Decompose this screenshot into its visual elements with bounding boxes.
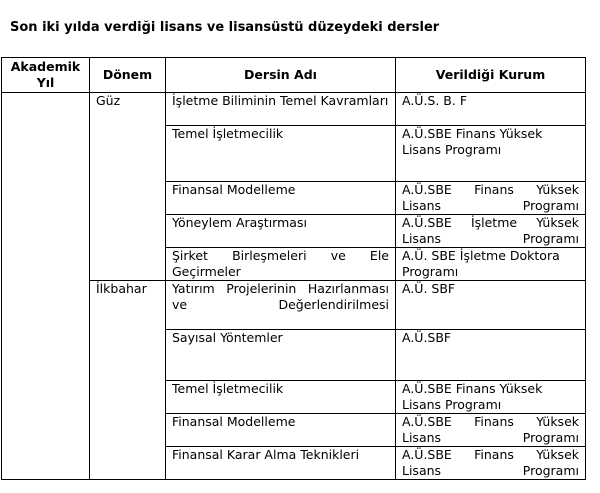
course-cell: Sayısal Yöntemler: [166, 330, 396, 381]
course-cell: Finansal Modelleme: [166, 414, 396, 447]
section-heading: Son iki yılda verdiği lisans ve lisansüstü düzeydeki dersler: [10, 20, 440, 35]
table-row: [2, 281, 586, 330]
course-cell: Temel İşletmecilik: [166, 126, 396, 182]
academic-year-cell: [2, 93, 90, 480]
header-academic-year-line2: Yıl: [36, 75, 55, 90]
term-cell-fall: Güz: [90, 93, 166, 281]
table-header-row: [2, 58, 586, 93]
course-cell: İşletme Biliminin Temel Kavramları: [166, 93, 396, 126]
term-cell-spring: İlkbahar: [90, 281, 166, 480]
course-cell: Şirket Birleşmeleri ve Ele Geçirmeler: [166, 248, 396, 281]
institution-cell: A.Ü.SBE Finans Yüksek Lisans Programı: [396, 381, 586, 414]
header-course-name: Dersin Adı: [166, 58, 396, 93]
institution-cell: A.Ü.SBE Finans Yüksek Lisans Programı: [396, 414, 586, 447]
courses-table: [1, 57, 586, 480]
course-cell: Yatırım Projelerinin Hazırlanması ve Değerlendirilmesi: [166, 281, 396, 330]
header-academic-year-line1: Akademik: [10, 59, 81, 74]
course-cell: Yöneylem Araştırması: [166, 215, 396, 248]
table-row: [2, 93, 586, 126]
course-cell: Finansal Karar Alma Teknikleri: [166, 447, 396, 480]
institution-cell: A.Ü.SBE Finans Yüksek Lisans Programı: [396, 126, 586, 182]
institution-cell: A.Ü. SBF: [396, 281, 586, 330]
institution-cell: A.Ü.SBE Finans Yüksek Lisans Programı: [396, 447, 586, 480]
institution-cell: A.Ü.SBE İşletme Yüksek Lisans Programı: [396, 215, 586, 248]
header-institution: Verildiği Kurum: [396, 58, 586, 93]
institution-cell: A.Ü.SBE Finans Yüksek Lisans Programı: [396, 182, 586, 215]
institution-cell: A.Ü.SBF: [396, 330, 586, 381]
header-academic-year: [2, 58, 90, 93]
course-cell: Temel İşletmecilik: [166, 381, 396, 414]
institution-cell: A.Ü.S. B. F: [396, 93, 586, 126]
institution-cell: A.Ü. SBE İşletme Doktora Programı: [396, 248, 586, 281]
header-term: Dönem: [90, 58, 166, 93]
course-cell: Finansal Modelleme: [166, 182, 396, 215]
